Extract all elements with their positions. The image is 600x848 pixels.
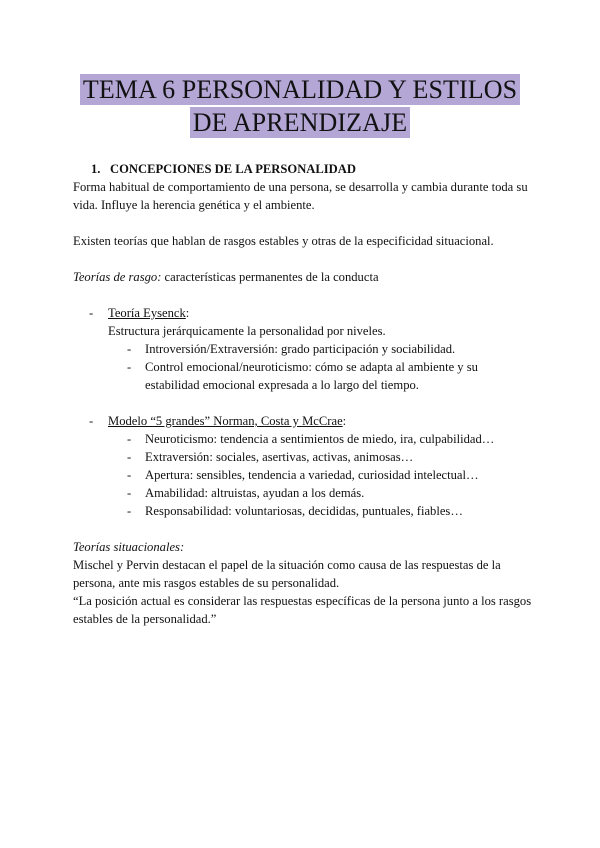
eysenck-description: Estructura jerárquicamente la personalidad por niveles. bbox=[108, 324, 386, 338]
situational-theories-text: Mischel y Pervin destacan el papel de la situación como causa de las respuestas de la persona, ante mis rasgos estables de su personalidad. bbox=[73, 558, 501, 590]
trait-theories-label: Teorías de rasgo: bbox=[73, 270, 162, 284]
trait-theories-text: características permanentes de la conducta bbox=[161, 270, 379, 284]
big-five-item bbox=[73, 412, 533, 430]
list-dash: - bbox=[89, 306, 94, 320]
list-dash: - bbox=[127, 468, 132, 482]
list-dash: - bbox=[127, 432, 132, 446]
eysenck-item-text: Control emocional/neuroticismo: cómo se adapta al ambiente y su estabilidad emocional expresada a lo largo del tiempo. bbox=[145, 360, 478, 392]
list-dash: - bbox=[127, 342, 132, 356]
big-five-item-text: Neuroticismo: tendencia a sentimientos de miedo, ira, culpabilidad… bbox=[145, 432, 495, 446]
big-five-item-text: Apertura: sensibles, tendencia a variedad, curiosidad intelectual… bbox=[145, 468, 479, 482]
document-body bbox=[73, 160, 533, 628]
personality-definition: Forma habitual de comportamiento de una persona, se desarrolla y cambia durante toda su vida. Influye la herencia genética y el ambiente. bbox=[73, 180, 528, 212]
eysenck-item-text: Introversión/Extraversión: grado participación y sociabilidad. bbox=[145, 342, 456, 356]
list-item bbox=[73, 340, 533, 358]
list-item bbox=[73, 502, 533, 520]
big-five-item-text: Extraversión: sociales, asertivas, activas, animosas… bbox=[145, 450, 414, 464]
trait-theories-paragraph bbox=[73, 268, 533, 286]
page-title bbox=[0, 74, 600, 138]
section-heading-text: CONCEPCIONES DE LA PERSONALIDAD bbox=[110, 162, 356, 176]
list-item bbox=[73, 484, 533, 502]
list-item bbox=[73, 466, 533, 484]
situational-theories-label: Teorías situacionales: bbox=[73, 540, 185, 554]
list-item bbox=[73, 358, 533, 394]
title-line-1: TEMA 6 PERSONALIDAD Y ESTILOS bbox=[80, 74, 520, 105]
section-heading bbox=[91, 160, 533, 178]
current-position-quote: “La posición actual es considerar las respuestas específicas de la persona junto a los rasgos estables de la personalidad.” bbox=[73, 594, 532, 626]
list-dash: - bbox=[127, 360, 132, 374]
list-item bbox=[73, 448, 533, 466]
eysenck-colon: : bbox=[185, 306, 190, 320]
list-item bbox=[73, 430, 533, 448]
big-five-item-text: Amabilidad: altruistas, ayudan a los demás. bbox=[145, 486, 365, 500]
title-line-2: DE APRENDIZAJE bbox=[190, 107, 410, 138]
big-five-item-text: Responsabilidad: voluntariosas, decididas, puntuales, fiables… bbox=[145, 504, 463, 518]
big-five-title: Modelo “5 grandes” Norman, Costa y McCrae bbox=[108, 414, 343, 428]
theories-intro: Existen teorías que hablan de rasgos estables y otras de la especificidad situacional. bbox=[73, 234, 494, 248]
list-dash: - bbox=[127, 486, 132, 500]
big-five-colon: : bbox=[342, 414, 347, 428]
eysenck-item bbox=[73, 304, 533, 322]
section-number: 1. bbox=[91, 162, 101, 176]
eysenck-title: Teoría Eysenck bbox=[108, 306, 186, 320]
list-dash: - bbox=[127, 504, 132, 518]
list-dash: - bbox=[127, 450, 132, 464]
list-dash: - bbox=[89, 414, 94, 428]
